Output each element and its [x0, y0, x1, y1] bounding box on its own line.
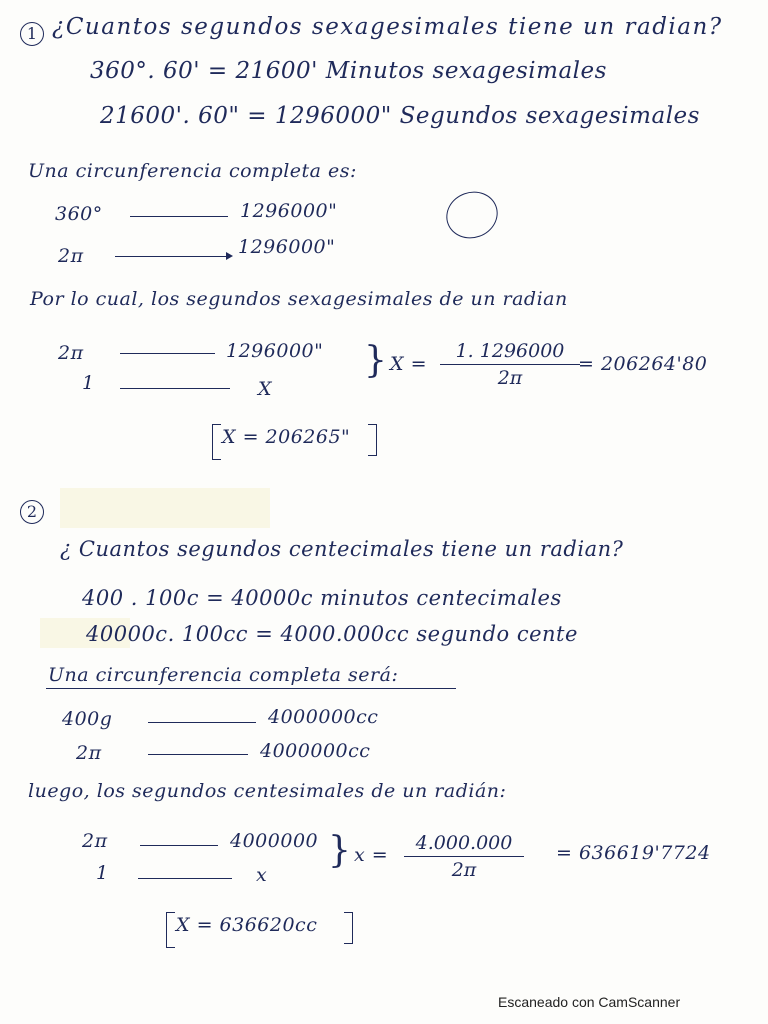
intro-line-1: Por lo cual, los segundos sexagesimales de un radian: [30, 288, 568, 310]
row1-right: 1296000": [240, 200, 338, 222]
fraction-numerator: 4.000.000: [415, 832, 513, 854]
row1-left: 360°: [55, 203, 103, 225]
intro-line-2: luego, los segundos centesimales de un radián:: [28, 780, 507, 802]
box-bracket-left: [212, 424, 221, 460]
prop3-right: 4000000: [230, 830, 319, 852]
scanner-watermark: Escaneado con CamScanner: [498, 994, 681, 1010]
eq-result-1: = 206264'80: [578, 353, 708, 375]
fraction-bar: [404, 856, 524, 857]
row1-dash: [130, 216, 228, 217]
box-bracket-left: [166, 912, 175, 948]
prop2-dash: [120, 388, 230, 389]
fraction-numerator: 1. 1296000: [455, 340, 565, 362]
curly-brace: }: [328, 830, 351, 871]
row3-dash: [148, 722, 256, 723]
fraction-bar: [440, 364, 580, 365]
fraction-2: [404, 832, 524, 881]
row4-right: 4000000cc: [260, 740, 371, 762]
calc-line-1: 360°. 60' = 21600' Minutos sexagesimales: [90, 58, 607, 84]
prop1-right: 1296000": [226, 340, 324, 362]
eq-prefix-2: x =: [354, 844, 389, 866]
fraction-denominator: 2π: [451, 859, 477, 881]
box-bracket-right: [368, 424, 377, 456]
calc-line-4: 40000c. 100cc = 4000.000cc segundo cente: [86, 622, 578, 646]
row2-right: 1296000": [238, 236, 336, 258]
box-bracket-right: [344, 912, 353, 944]
eq-prefix-1: X =: [390, 353, 427, 375]
prop1-dash: [120, 353, 215, 354]
boxed-result-2: X = 636620cc: [176, 914, 318, 936]
row3-left: 400g: [62, 708, 113, 730]
row2-left: 2π: [58, 245, 84, 267]
circle-label-1: Una circunferencia completa es:: [28, 160, 357, 182]
question-2: ¿ Cuantos segundos centecimales tiene un radian?: [60, 537, 624, 561]
eq-result-2: = 636619'7724: [556, 842, 711, 864]
arrow-right-icon: [226, 252, 233, 260]
calc-line-3: 400 . 100c = 40000c minutos centecimales: [82, 586, 562, 610]
prop4-right: x: [256, 864, 268, 886]
fraction-denominator: 2π: [497, 367, 523, 389]
row4-dash: [148, 754, 248, 755]
paper-stain: [60, 488, 270, 528]
section-number-1: 1: [20, 22, 44, 46]
prop4-left: 1: [96, 862, 109, 884]
prop3-left: 2π: [82, 830, 108, 852]
fraction-1: [440, 340, 580, 389]
prop2-left: 1: [82, 372, 95, 394]
circle-label-2: Una circunferencia completa será:: [48, 664, 399, 686]
prop2-right: X: [258, 378, 273, 400]
prop4-dash: [138, 878, 232, 879]
circle-label-underline: [46, 688, 456, 689]
row2-arrow-line: [115, 256, 227, 257]
calc-line-2: 21600'. 60" = 1296000" Segundos sexagesimales: [100, 103, 700, 129]
prop3-dash: [140, 845, 218, 846]
prop1-left: 2π: [58, 342, 84, 364]
question-1: ¿Cuantos segundos sexagesimales tiene un radian?: [52, 14, 723, 40]
circle-drawing: [440, 184, 505, 245]
row3-right: 4000000cc: [268, 706, 379, 728]
row4-left: 2π: [76, 742, 102, 764]
section-number-2: 2: [20, 500, 44, 524]
boxed-result-1: X = 206265": [222, 426, 351, 448]
curly-brace: }: [364, 340, 387, 381]
